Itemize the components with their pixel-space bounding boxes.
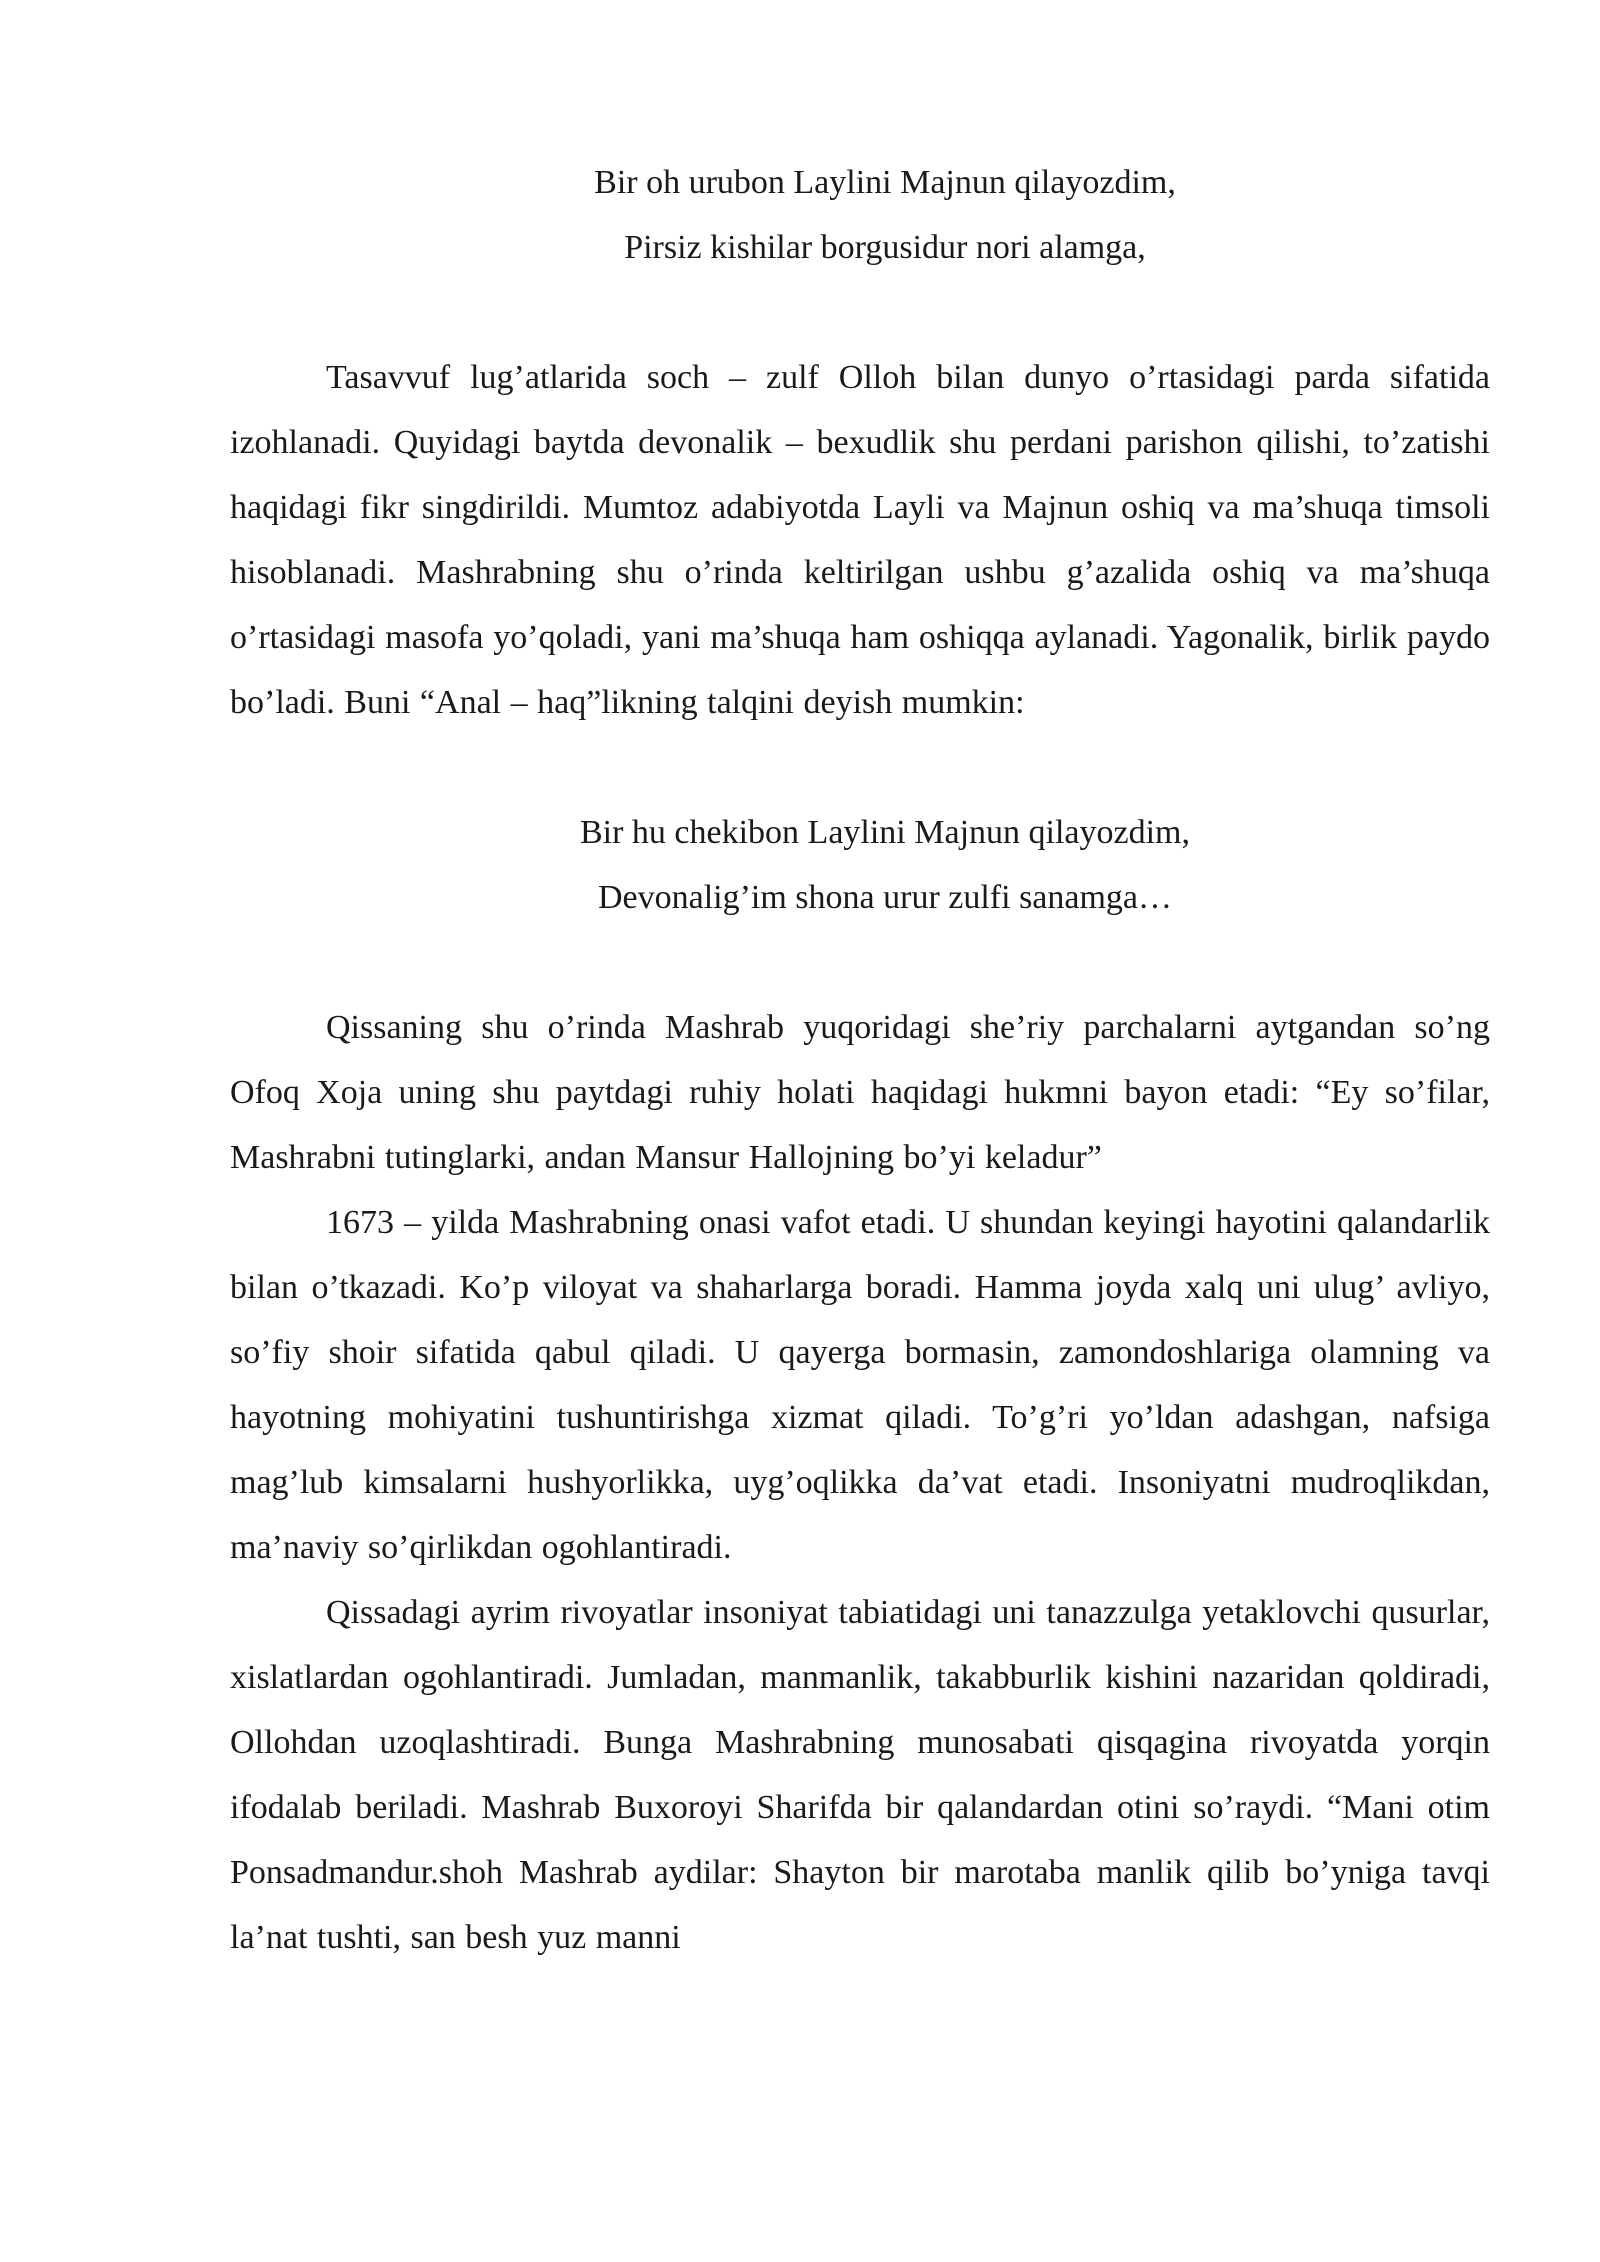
- verse-line: Bir hu chekibon Laylini Majnun qilayozdim,: [579, 814, 1190, 851]
- document-page: [230, 150, 1490, 1970]
- verse-line: Pirsiz kishilar borgusidur nori alamga,: [624, 229, 1146, 266]
- paragraph: Tasavvuf lug’atlarida soch – zulf Olloh bilan dunyo o’rtasidagi parda sifatida izohlanadi. Quyidagi baytda devonalik – bexudlik shu perdani parishon qilishi, to’zatishi haqidagi fikr singdirildi. Mumtoz adabiyotda Layli va Majnun oshiq va ma’shuqa timsoli hisoblanadi. Mashrabning shu o’rinda keltirilgan ushbu g’azalida oshiq va ma’shuqa o’rtasidagi masofa yo’qoladi, yani ma’shuqa ham oshiqqa aylanadi. Yagonalik, birlik paydo bo’ladi. Buni “Anal – haq”likning talqini deyish mumkin:: [230, 359, 1490, 721]
- verse-block-1: [230, 150, 1490, 280]
- verse-line: Bir oh urubon Laylini Majnun qilayozdim,: [594, 164, 1176, 201]
- paragraph: Qissaning shu o’rinda Mashrab yuqoridagi she’riy parchalarni aytgandan so’ng Ofoq Xoja uning shu paytdagi ruhiy holati haqidagi hukmni bayon etadi: “Ey so’filar, Mashrabni tutinglarki, andan Mansur Hallojning bo’yi keladur”: [230, 1009, 1490, 1176]
- paragraph: 1673 – yilda Mashrabning onasi vafot etadi. U shundan keyingi hayotini qalandarlik bilan o’tkazadi. Ko’p viloyat va shaharlarga boradi. Hamma joyda xalq uni ulug’ avliyo, so’fiy shoir sifatida qabul qiladi. U qayerga bormasin, zamondoshlariga olamning va hayotning mohiyatini tushuntirishga xizmat qiladi. To’g’ri yo’ldan adashgan, nafsiga mag’lub kimsalarni hushyorlikka, uyg’oqlikka da’vat etadi. Insoniyatni mudroqlikdan, ma’naviy so’qirlikdan ogohlantiradi.: [230, 1204, 1490, 1566]
- blank-line: [230, 735, 1490, 800]
- verse-line: Devonalig’im shona urur zulfi sanamga…: [597, 879, 1173, 916]
- verse-block-2: [230, 800, 1490, 930]
- blank-line: [230, 930, 1490, 995]
- paragraph: Qissadagi ayrim rivoyatlar insoniyat tabiatidagi uni tanazzulga yetaklovchi qusurlar, xislatlardan ogohlantiradi. Jumladan, manmanlik, takabburlik kishini nazaridan qoldiradi, Ollohdan uzoqlashtiradi. Bunga Mashrabning munosabati qisqagina rivoyatda yorqin ifodalab beriladi. Mashrab Buxoroyi Sharifda bir qalandardan otini so’raydi. “Mani otim Ponsadmandur.shoh Mashrab aydilar: Shayton bir marotaba manlik qilib bo’yniga tavqi la’nat tushti, san besh yuz manni: [230, 1594, 1490, 1956]
- blank-line: [230, 280, 1490, 345]
